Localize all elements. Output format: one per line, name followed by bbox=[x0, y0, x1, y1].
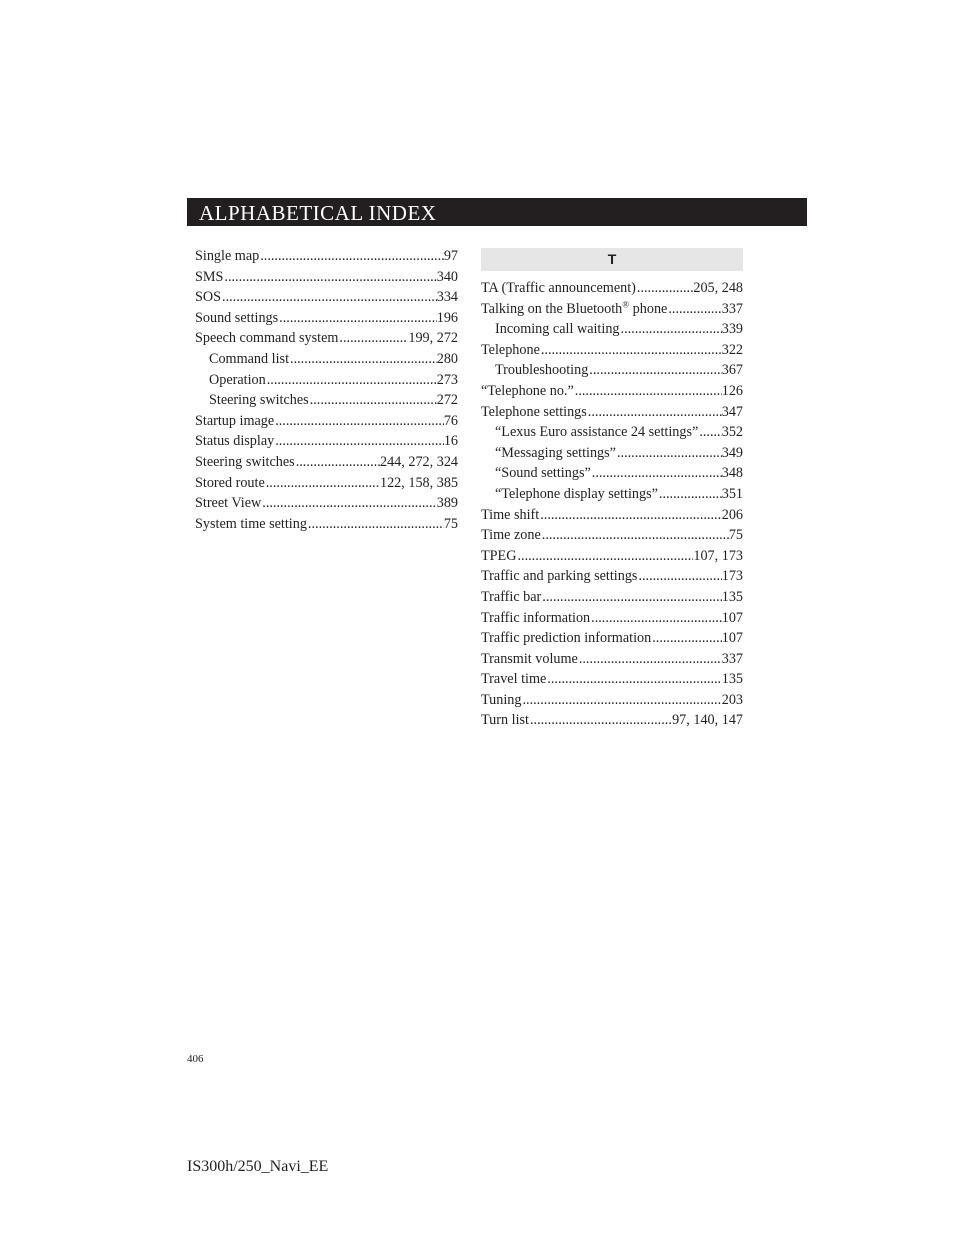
entry-label-text: Tuning bbox=[481, 691, 522, 708]
entry-label-text: TPEG bbox=[481, 547, 517, 564]
entry-label bbox=[481, 527, 541, 544]
dot-leader bbox=[658, 486, 722, 503]
entry-label-text: Sound settings bbox=[195, 309, 279, 326]
entry-pages: 205, 248 bbox=[693, 280, 743, 296]
dot-leader bbox=[338, 330, 408, 347]
entry-pages: 107 bbox=[721, 630, 743, 647]
index-entry bbox=[481, 548, 743, 569]
entry-pages: 367 bbox=[721, 362, 743, 379]
entry-label bbox=[495, 424, 698, 441]
entry-label bbox=[195, 269, 223, 286]
index-entry bbox=[481, 280, 743, 301]
dot-leader bbox=[651, 630, 722, 647]
index-entry bbox=[195, 330, 458, 351]
entry-pages: 107 bbox=[721, 609, 743, 626]
index-entry bbox=[481, 527, 743, 548]
entry-pages: 337 bbox=[721, 650, 743, 667]
entry-label bbox=[195, 495, 261, 512]
dot-leader bbox=[541, 527, 729, 544]
entry-label-text: Command list bbox=[209, 350, 290, 367]
index-entry bbox=[481, 342, 743, 363]
index-entry bbox=[481, 507, 743, 528]
index-entry bbox=[195, 516, 458, 537]
entry-label-suffix: phone bbox=[629, 300, 668, 317]
entry-label bbox=[195, 248, 259, 265]
entry-label-text: “Telephone display settings” bbox=[495, 485, 658, 502]
entry-label-text: “Lexus Euro assistance 24 settings” bbox=[495, 424, 699, 441]
entry-label-text: Startup image bbox=[195, 412, 275, 429]
dot-leader bbox=[529, 712, 672, 729]
page-title: ALPHABETICAL INDEX bbox=[199, 201, 437, 225]
dot-leader bbox=[278, 310, 437, 327]
index-entry bbox=[481, 589, 743, 610]
entry-label-text: Travel time bbox=[481, 671, 547, 688]
entry-pages: 280 bbox=[436, 350, 458, 367]
dot-leader bbox=[539, 507, 722, 524]
index-entry bbox=[195, 413, 458, 434]
entry-label-text: Operation bbox=[209, 371, 266, 388]
index-entry bbox=[481, 568, 743, 589]
section-letter-heading: T bbox=[481, 248, 743, 271]
dot-leader bbox=[591, 465, 722, 482]
entry-label-text: Steering switches bbox=[195, 453, 295, 470]
dot-leader bbox=[590, 610, 722, 627]
dot-leader bbox=[636, 280, 693, 297]
entry-pages: 107, 173 bbox=[693, 547, 743, 564]
dot-leader bbox=[587, 404, 722, 421]
dot-leader bbox=[274, 413, 444, 430]
entry-pages: 122, 158, 385 bbox=[379, 474, 458, 491]
index-entry bbox=[481, 301, 743, 322]
entry-pages: 75 bbox=[728, 527, 743, 544]
entry-pages: 199, 272 bbox=[408, 330, 458, 347]
entry-pages: 352 bbox=[721, 424, 743, 441]
index-subentry bbox=[481, 362, 743, 383]
entry-label-text: Turn list bbox=[481, 712, 529, 729]
dot-leader bbox=[698, 424, 721, 441]
entry-label-text: Status display bbox=[195, 433, 275, 450]
document-code: IS300h/250_Navi_EE bbox=[187, 1158, 329, 1175]
index-entry bbox=[195, 289, 458, 310]
index-subentry bbox=[481, 486, 743, 507]
dot-leader bbox=[266, 372, 437, 389]
index-subentry bbox=[481, 465, 743, 486]
entry-label-text: Incoming call waiting bbox=[495, 321, 620, 338]
entry-pages: 334 bbox=[436, 289, 458, 306]
entry-label-text: Talking on the Bluetooth bbox=[481, 300, 623, 317]
entry-pages: 173 bbox=[721, 568, 743, 585]
index-entry bbox=[481, 671, 743, 692]
index-entry bbox=[481, 651, 743, 672]
entry-label-text: Time shift bbox=[481, 506, 540, 523]
entry-label bbox=[195, 433, 274, 450]
index-subentry bbox=[481, 424, 743, 445]
dot-leader bbox=[588, 362, 721, 379]
index-entry bbox=[195, 310, 458, 331]
entry-pages: 389 bbox=[436, 495, 458, 512]
entry-label bbox=[495, 486, 658, 503]
dot-leader bbox=[221, 289, 437, 306]
entry-label bbox=[481, 610, 590, 627]
dot-leader bbox=[521, 692, 721, 709]
entry-pages: 16 bbox=[443, 433, 458, 450]
entry-label-text: Transmit volume bbox=[481, 650, 578, 667]
entry-label bbox=[195, 330, 338, 347]
entry-label bbox=[481, 548, 516, 565]
entry-label bbox=[495, 465, 591, 482]
index-entry bbox=[195, 495, 458, 516]
entry-label bbox=[195, 454, 295, 471]
index-entry bbox=[481, 692, 743, 713]
entry-pages: 349 bbox=[721, 444, 743, 461]
entry-label bbox=[495, 362, 588, 379]
index-subentry bbox=[481, 321, 743, 342]
registered-mark: ® bbox=[622, 300, 630, 309]
entry-pages: 196 bbox=[436, 309, 458, 326]
entry-label bbox=[481, 568, 637, 585]
index-column-left bbox=[195, 248, 458, 536]
entry-pages: 272 bbox=[436, 392, 458, 409]
entry-label-text: Traffic bar bbox=[481, 588, 542, 605]
entry-pages: 348 bbox=[721, 465, 743, 482]
dot-leader bbox=[546, 671, 721, 688]
index-subentry bbox=[195, 351, 458, 372]
dot-leader bbox=[274, 433, 444, 450]
entry-label bbox=[195, 475, 265, 492]
entry-label-text: Stored route bbox=[195, 474, 265, 491]
entry-label-text: Telephone settings bbox=[481, 403, 587, 420]
index-entry bbox=[481, 630, 743, 651]
entry-pages: 126 bbox=[721, 382, 743, 399]
index-entry bbox=[481, 404, 743, 425]
entry-label bbox=[481, 507, 539, 524]
entry-label bbox=[481, 404, 587, 421]
entry-label bbox=[195, 413, 274, 430]
entry-label-text: SMS bbox=[195, 268, 224, 285]
dot-leader bbox=[295, 454, 380, 471]
index-entry bbox=[481, 383, 743, 404]
entry-label bbox=[481, 651, 578, 668]
entry-label bbox=[195, 516, 307, 533]
entry-label-text: Traffic information bbox=[481, 609, 591, 626]
dot-leader bbox=[516, 548, 693, 565]
entry-label bbox=[481, 712, 529, 729]
entry-pages: 75 bbox=[443, 515, 458, 532]
entry-label bbox=[209, 372, 266, 389]
entry-pages: 339 bbox=[721, 321, 743, 338]
entry-label bbox=[481, 342, 540, 359]
index-entry bbox=[195, 454, 458, 475]
dot-leader bbox=[578, 651, 722, 668]
entry-pages: 340 bbox=[436, 268, 458, 285]
entry-label bbox=[481, 671, 546, 688]
dot-leader bbox=[637, 568, 721, 585]
entry-label-text: “Messaging settings” bbox=[495, 444, 616, 461]
entry-pages: 351 bbox=[721, 485, 743, 502]
entry-label bbox=[209, 351, 289, 368]
entry-pages: 337 bbox=[721, 300, 743, 317]
entry-label-text: Speech command system bbox=[195, 330, 339, 347]
entry-pages: 76 bbox=[443, 412, 458, 429]
entry-label bbox=[481, 280, 636, 297]
index-subentry bbox=[195, 372, 458, 393]
entry-label bbox=[195, 289, 221, 306]
entry-label-text: “Telephone no.” bbox=[481, 382, 574, 399]
entry-label-text: System time setting bbox=[195, 515, 307, 532]
dot-leader bbox=[261, 495, 436, 512]
entry-label-text: Traffic prediction information bbox=[481, 630, 652, 647]
dot-leader bbox=[620, 321, 722, 338]
index-entry bbox=[481, 610, 743, 631]
entry-label-text: Telephone bbox=[481, 341, 540, 358]
dot-leader bbox=[616, 445, 722, 462]
entry-label-text: Troubleshooting bbox=[495, 362, 589, 379]
index-entry bbox=[481, 712, 743, 733]
entry-pages: 347 bbox=[721, 403, 743, 420]
entry-label-text: Traffic and parking settings bbox=[481, 568, 638, 585]
entry-pages: 203 bbox=[721, 691, 743, 708]
section-header-bar bbox=[187, 198, 807, 226]
entry-pages: 322 bbox=[721, 341, 743, 358]
entry-label-text: Street View bbox=[195, 495, 262, 512]
entry-label-text: TA (Traffic announcement) bbox=[481, 280, 636, 296]
dot-leader bbox=[667, 301, 721, 318]
dot-leader bbox=[259, 248, 444, 265]
dot-leader bbox=[574, 383, 722, 400]
entry-label-text: Single map bbox=[195, 248, 260, 264]
index-subentry bbox=[481, 445, 743, 466]
dot-leader bbox=[541, 589, 721, 606]
entry-label-text: SOS bbox=[195, 289, 222, 306]
dot-leader bbox=[307, 516, 444, 533]
entry-label bbox=[195, 310, 278, 327]
entry-pages: 244, 272, 324 bbox=[379, 453, 458, 470]
entry-label bbox=[481, 692, 521, 709]
index-column-right bbox=[481, 248, 743, 733]
dot-leader bbox=[540, 342, 722, 359]
entry-pages: 206 bbox=[721, 506, 743, 523]
dot-leader bbox=[265, 475, 380, 492]
entry-pages: 135 bbox=[721, 588, 743, 605]
entry-pages: 273 bbox=[436, 371, 458, 388]
entry-pages: 97, 140, 147 bbox=[672, 712, 743, 729]
entry-pages: 135 bbox=[721, 671, 743, 688]
entry-label-text: Time zone bbox=[481, 527, 541, 544]
dot-leader bbox=[309, 392, 437, 409]
dot-leader bbox=[223, 269, 436, 286]
index-entry bbox=[195, 433, 458, 454]
entry-label-text: Steering switches bbox=[209, 392, 309, 409]
entry-label bbox=[209, 392, 309, 409]
index-subentry bbox=[195, 392, 458, 413]
entry-pages: 97 bbox=[443, 248, 458, 264]
dot-leader bbox=[289, 351, 437, 368]
entry-label bbox=[481, 630, 651, 647]
index-entry bbox=[195, 248, 458, 269]
page-number: 406 bbox=[187, 1053, 204, 1065]
entry-label bbox=[495, 321, 620, 338]
entry-label bbox=[481, 301, 667, 318]
index-entry bbox=[195, 475, 458, 496]
entry-label-text: “Sound settings” bbox=[495, 465, 591, 482]
entry-label bbox=[481, 589, 541, 606]
entry-label bbox=[495, 445, 616, 462]
index-entry bbox=[195, 269, 458, 290]
entry-label bbox=[481, 383, 574, 400]
